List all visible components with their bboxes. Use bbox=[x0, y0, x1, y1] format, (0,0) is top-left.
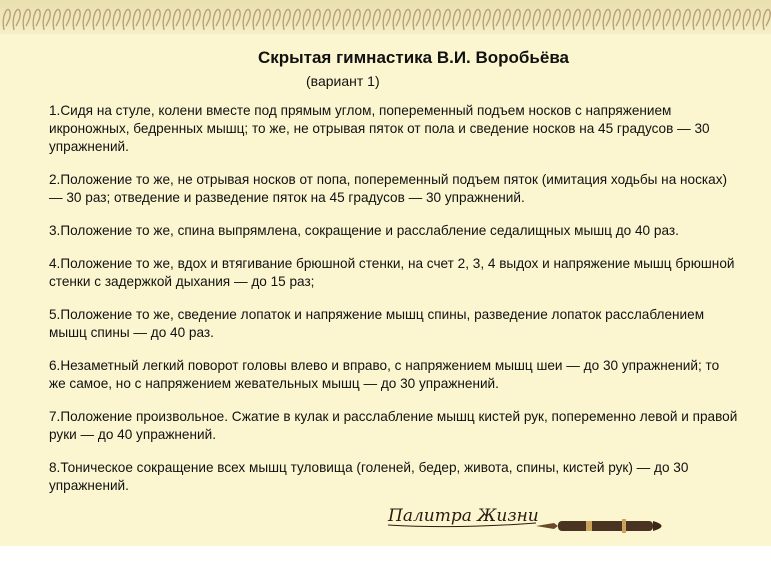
spiral-ring bbox=[23, 9, 30, 30]
exercise-4: 4.Положение то же, вдох и втягивание брюшной стенки, на счет 2, 3, 4 выдох и напряжение мышц брюшной стенки с задержкой дыхания — до 15 раз; bbox=[49, 256, 735, 289]
spiral-ring bbox=[363, 9, 370, 30]
page-subtitle: (вариант 1) bbox=[306, 73, 380, 89]
spiral-ring bbox=[763, 9, 770, 30]
spiral-ring bbox=[263, 9, 270, 30]
spiral-ring bbox=[523, 9, 530, 30]
exercise-6: 6.Незаметный легкий поворот головы влево и вправо, с напряжением мышц шеи — до 30 упражнений; то же самое, но с напряжением жевательных мышц — до 30 упражнений. bbox=[49, 358, 720, 391]
spiral-ring bbox=[283, 9, 290, 30]
spiral-ring bbox=[83, 9, 90, 30]
exercise-1: 1.Сидя на стуле, колени вместе под прямым углом, попеременный подъем носков с напряжением икроножных, бедренных мышц; то же, не отрывая пяток от пола и сведение носков на 45 градусов — 30 упражнений. bbox=[49, 103, 710, 154]
spiral-ring bbox=[3, 9, 10, 30]
spiral-ring bbox=[753, 9, 760, 30]
spiral-ring bbox=[633, 9, 640, 30]
spiral-ring bbox=[503, 9, 510, 30]
spiral-ring bbox=[653, 9, 660, 30]
spiral-ring bbox=[113, 9, 120, 30]
exercise-list bbox=[49, 102, 739, 510]
spiral-ring bbox=[183, 9, 190, 30]
spiral-ring bbox=[573, 9, 580, 30]
spiral-ring bbox=[443, 9, 450, 30]
spiral-ring bbox=[423, 9, 430, 30]
spiral-ring bbox=[103, 9, 110, 30]
spiral-ring bbox=[173, 9, 180, 30]
spiral-ring bbox=[613, 9, 620, 30]
spiral-ring bbox=[643, 9, 650, 30]
spiral-ring bbox=[323, 9, 330, 30]
signature-logo bbox=[386, 499, 686, 543]
spiral-ring bbox=[383, 9, 390, 30]
spiral-ring bbox=[393, 9, 400, 30]
spiral-ring bbox=[243, 9, 250, 30]
exercise-5: 5.Положение то же, сведение лопаток и напряжение мышц спины, разведение лопаток расслаблением мышц спины — до 40 раз. bbox=[49, 307, 705, 340]
spiral-ring bbox=[143, 9, 150, 30]
spiral-ring bbox=[133, 9, 140, 30]
spiral-ring bbox=[153, 9, 160, 30]
spiral-ring bbox=[213, 9, 220, 30]
spiral-ring bbox=[603, 9, 610, 30]
spiral-ring bbox=[543, 9, 550, 30]
spiral-ring bbox=[353, 9, 360, 30]
spiral-ring bbox=[433, 9, 440, 30]
page-title: Скрытая гимнастика В.И. Воробьёва bbox=[257, 48, 570, 67]
spiral-ring bbox=[13, 9, 20, 30]
spiral-ring bbox=[43, 9, 50, 30]
spiral-ring bbox=[303, 9, 310, 30]
spiral-ring bbox=[273, 9, 280, 30]
spiral-ring bbox=[733, 9, 740, 30]
spiral-ring bbox=[343, 9, 350, 30]
signature-text: Палитра Жизни bbox=[388, 506, 539, 526]
spiral-ring bbox=[463, 9, 470, 30]
spiral-ring bbox=[73, 9, 80, 30]
spiral-ring bbox=[123, 9, 130, 30]
bottom-margin bbox=[0, 546, 771, 573]
notebook-spiral-binding bbox=[0, 0, 771, 34]
spiral-ring bbox=[453, 9, 460, 30]
spiral-ring bbox=[483, 9, 490, 30]
spiral-ring bbox=[713, 9, 720, 30]
spiral-ring bbox=[473, 9, 480, 30]
exercise-3: 3.Положение то же, спина выпрямлена, сокращение и расслабление седалищных мышц до 40 раз. bbox=[49, 223, 679, 238]
spiral-ring bbox=[53, 9, 60, 30]
spiral-ring bbox=[413, 9, 420, 30]
spiral-ring bbox=[703, 9, 710, 30]
spiral-ring bbox=[563, 9, 570, 30]
exercise-8: 8.Тоническое сокращение всех мышц туловища (голеней, бедер, живота, спины, кистей рук) — до 30 упражнений. bbox=[49, 460, 689, 493]
spiral-ring bbox=[333, 9, 340, 30]
spiral-ring bbox=[93, 9, 100, 30]
spiral-ring bbox=[623, 9, 630, 30]
fountain-pen-icon bbox=[536, 519, 662, 533]
spiral-ring bbox=[63, 9, 70, 30]
spiral-ring bbox=[673, 9, 680, 30]
spiral-ring bbox=[33, 9, 40, 30]
spiral-ring bbox=[513, 9, 520, 30]
spiral-ring bbox=[293, 9, 300, 30]
spiral-ring bbox=[313, 9, 320, 30]
spiral-ring bbox=[583, 9, 590, 30]
exercise-2: 2.Положение то же, не отрывая носков от попа, попеременный подъем пяток (имитация ходьбы на носках) — 30 раз; отведение и разведение пяток на 45 градусов — 30 упражнений. bbox=[49, 172, 728, 205]
spiral-ring bbox=[533, 9, 540, 30]
spiral-ring bbox=[203, 9, 210, 30]
spiral-ring bbox=[223, 9, 230, 30]
spiral-ring bbox=[553, 9, 560, 30]
spiral-ring bbox=[403, 9, 410, 30]
spiral-rings bbox=[0, 0, 771, 34]
spiral-ring bbox=[193, 9, 200, 30]
exercise-7: 7.Положение произвольное. Сжатие в кулак и расслабление мышц кистей рук, попеременно левой и правой руки — до 40 упражнений. bbox=[49, 409, 738, 442]
spiral-ring bbox=[233, 9, 240, 30]
spiral-ring bbox=[743, 9, 750, 30]
spiral-ring bbox=[373, 9, 380, 30]
spiral-ring bbox=[593, 9, 600, 30]
spiral-ring bbox=[663, 9, 670, 30]
spiral-ring bbox=[163, 9, 170, 30]
spiral-ring bbox=[693, 9, 700, 30]
spiral-ring bbox=[683, 9, 690, 30]
spiral-ring bbox=[253, 9, 260, 30]
spiral-ring bbox=[493, 9, 500, 30]
spiral-ring bbox=[723, 9, 730, 30]
